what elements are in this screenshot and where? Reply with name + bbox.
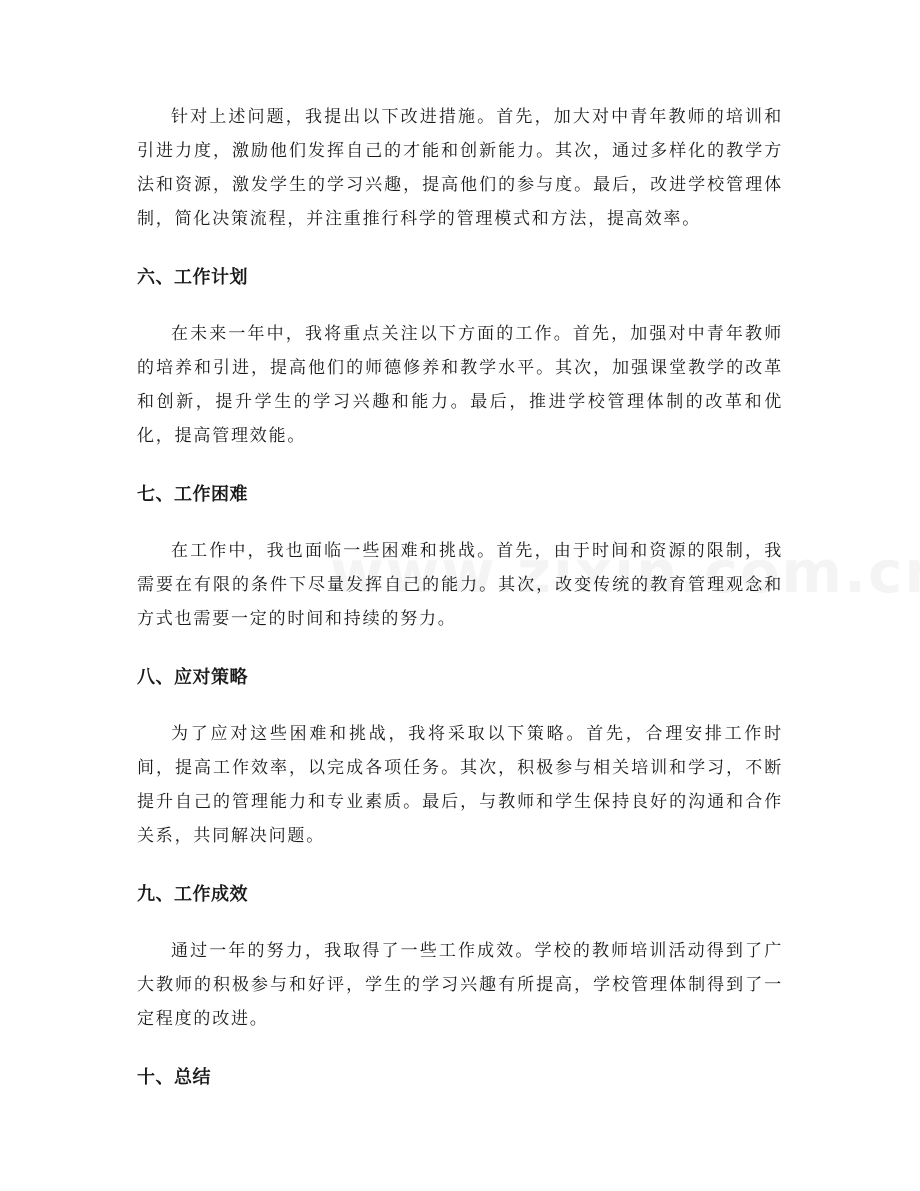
heading-summary: 十、总结 <box>137 1067 211 1088</box>
heading-coping-strategies: 八、应对策略 <box>137 667 248 688</box>
spacer <box>137 293 783 317</box>
spacer <box>137 910 783 934</box>
paragraph-improvement-measures: 针对上述问题，我提出以下改进措施。首先，加大对中青年教师的培训和引进力度，激励他们发挥自己的才能和创新能力。其次，通过多样化的教学方法和资源，激发学生的学习兴趣，提高他们的参与度。最后，改进学校管理体制，简化决策流程，并注重推行科学的管理模式和方法，提高效率。 <box>137 107 783 229</box>
heading-work-plan: 六、工作计划 <box>137 267 248 288</box>
spacer <box>137 236 783 263</box>
spacer <box>137 636 783 663</box>
spacer <box>137 453 783 480</box>
spacer <box>137 693 783 717</box>
paragraph-work-difficulties: 在工作中，我也面临一些困难和挑战。首先，由于时间和资源的限制，我需要在有限的条件下尽量发挥自己的能力。其次，改变传统的教育管理观念和方式也需要一定的时间和持续的努力。 <box>137 541 783 629</box>
paragraph-coping-strategies: 为了应对这些困难和挑战，我将采取以下策略。首先，合理安排工作时间，提高工作效率，以完成各项任务。其次，积极参与相关培训和学习，不断提升自己的管理能力和专业素质。最后，与教师和学生保持良好的沟通和合作关系，共同解决问题。 <box>137 724 783 846</box>
spacer <box>137 853 783 880</box>
heading-work-results: 九、工作成效 <box>137 884 248 905</box>
spacer <box>137 510 783 534</box>
paragraph-work-plan: 在未来一年中，我将重点关注以下方面的工作。首先，加强对中青年教师的培养和引进，提高他们的师德修养和教学水平。其次，加强课堂教学的改革和创新，提升学生的学习兴趣和能力。最后，推进学校管理体制的改革和优化，提高管理效能。 <box>137 324 783 446</box>
heading-work-difficulties: 七、工作困难 <box>137 484 248 505</box>
spacer <box>137 1036 783 1063</box>
paragraph-work-results: 通过一年的努力，我取得了一些工作成效。学校的教师培训活动得到了广大教师的积极参与和好评，学生的学习兴趣有所提高，学校管理体制得到了一定程度的改进。 <box>137 941 783 1029</box>
